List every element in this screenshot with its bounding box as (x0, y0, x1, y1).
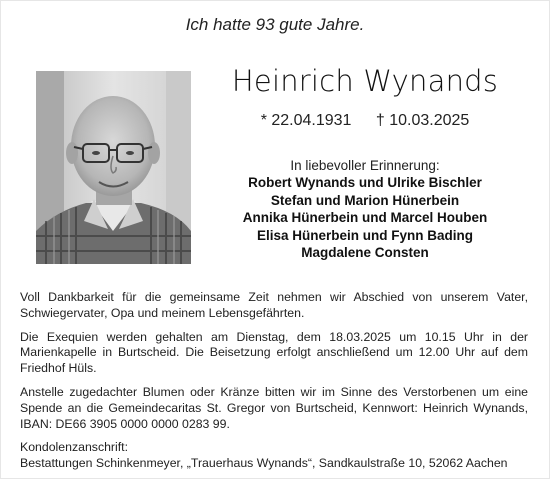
portrait-photo (36, 71, 191, 264)
life-dates (200, 112, 530, 130)
thanks-paragraph: Voll Dankbarkeit für die gemeinsame Zeit nehmen wir Abschied von unserem Vater, Schwiegervater, Opa und meinem Lebensgefährten. (20, 290, 528, 320)
death-date: † 10.03.2025 (375, 112, 470, 129)
mourner-name: Stefan und Marion Hünerbein (270, 192, 460, 208)
mourner-name: Magdalene Consten (301, 245, 429, 260)
mourner-name: Elisa Hünerbein und Fynn Bading (256, 227, 473, 243)
notice-body (20, 290, 528, 480)
memory-intro: In liebevoller Erinnerung: (290, 158, 440, 173)
birth-date: * 22.04.1931 (260, 112, 352, 129)
condolence-address: Bestattungen Schinkenmeyer, „Trauerhaus Wynands“, Sandkaulstraße 10, 52062 Aachen (20, 456, 508, 471)
donation-paragraph: Anstelle zugedachter Blumen oder Kränze bitten wir im Sinne des Verstorbenen um eine Spende an die Gemeindecaritas St. Gregor von Burtscheid, Kennwort: Heinrich Wynands, IBAN: DE66 3905 0000 0000 0283 99. (20, 384, 528, 431)
condolence-block (20, 440, 528, 472)
mourners-list (200, 174, 530, 262)
condolence-label: Kondolenzanschrift: (20, 440, 129, 455)
mourner-name: Robert Wynands und Ulrike Bischler (248, 175, 482, 190)
motto-quote: Ich hatte 93 gute Jahre. (185, 15, 365, 34)
mourner-name: Annika Hünerbein und Marcel Houben (242, 210, 488, 225)
deceased-name: Heinrich Wynands (231, 64, 499, 98)
service-paragraph: Die Exequien werden gehalten am Dienstag, dem 18.03.2025 um 10.15 Uhr in der Marienkapelle in Burtscheid. Die Beisetzung erfolgt anschließend um 12.00 Uhr auf dem Friedhof Hüls. (20, 329, 528, 376)
